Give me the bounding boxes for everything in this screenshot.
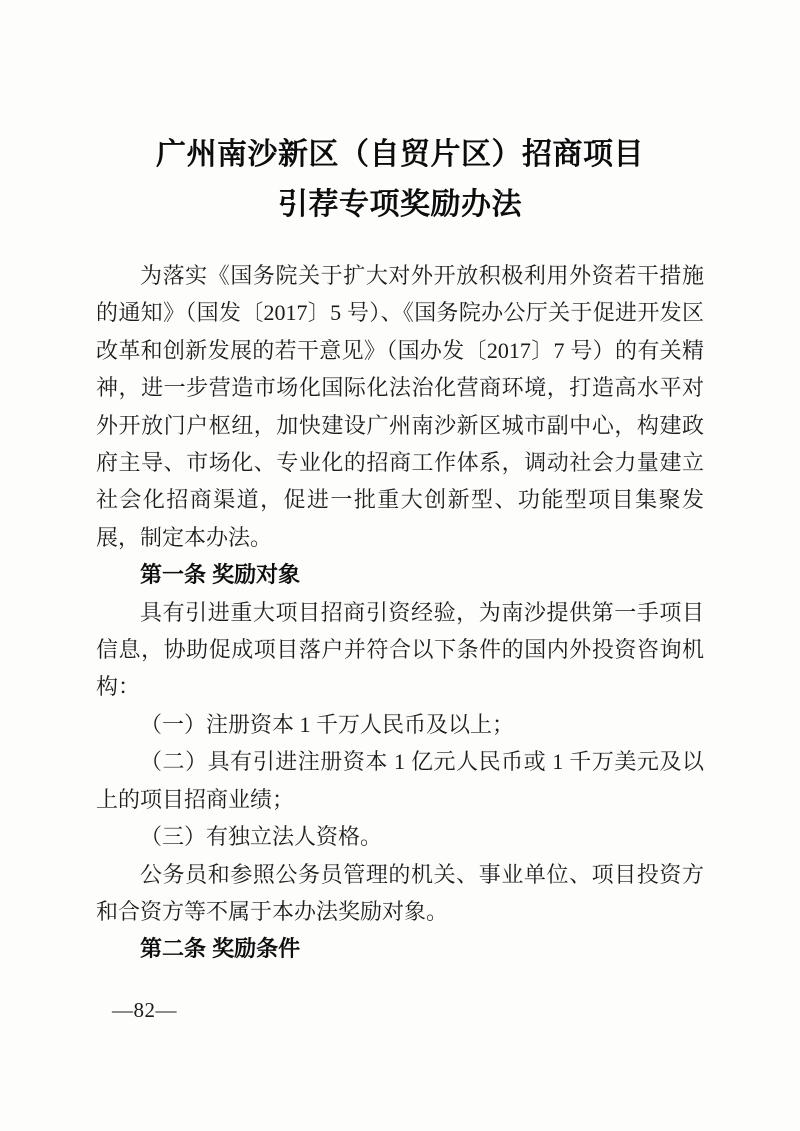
condition-item-1: （一）注册资本 1 千万人民币及以上； bbox=[140, 711, 515, 737]
document-body bbox=[96, 257, 704, 968]
condition-item-2: （二）具有引进注册资本 1 亿元人民币或 1 千万美元及以上的项目招商业绩； bbox=[96, 749, 704, 812]
award-target-paragraph: 具有引进重大项目招商引资经验，为南沙提供第一手项目信息，协助促成项目落户并符合以下条件的国内外投资咨询机构： bbox=[96, 599, 704, 700]
intro-paragraph: 为落实《国务院关于扩大对外开放积极利用外资若干措施的通知》（国发〔2017〕5 号）、《国务院办公厅关于促进开发区改革和创新发展的若干意见》（国办发〔2017〕7 号）的有关精神，进一步营造市场化国际化法治化营商环境，打造高水平对外开放门户枢纽，加快建设广州南沙新区城市副中心，构建政府主导、市场化、专业化的招商工作体系，调动社会力量建立社会化招商渠道，促进一批重大创新型、功能型项目集聚发展，制定本办法。 bbox=[96, 263, 704, 550]
page-number: —82— bbox=[112, 998, 177, 1022]
condition-item-3: （三）有独立法人资格。 bbox=[140, 824, 383, 850]
article-2-heading: 第二条 奖励条件 bbox=[140, 936, 301, 962]
document-title-line-2: 引荐专项奖励办法 bbox=[278, 188, 522, 221]
article-1-heading: 第一条 奖励对象 bbox=[140, 562, 301, 588]
document-title bbox=[0, 0, 800, 230]
exclusion-paragraph: 公务员和参照公务员管理的机关、事业单位、项目投资方和合资方等不属于本办法奖励对象。 bbox=[96, 861, 704, 924]
document-title-line-1: 广州南沙新区（自贸片区）招商项目 bbox=[156, 138, 644, 171]
